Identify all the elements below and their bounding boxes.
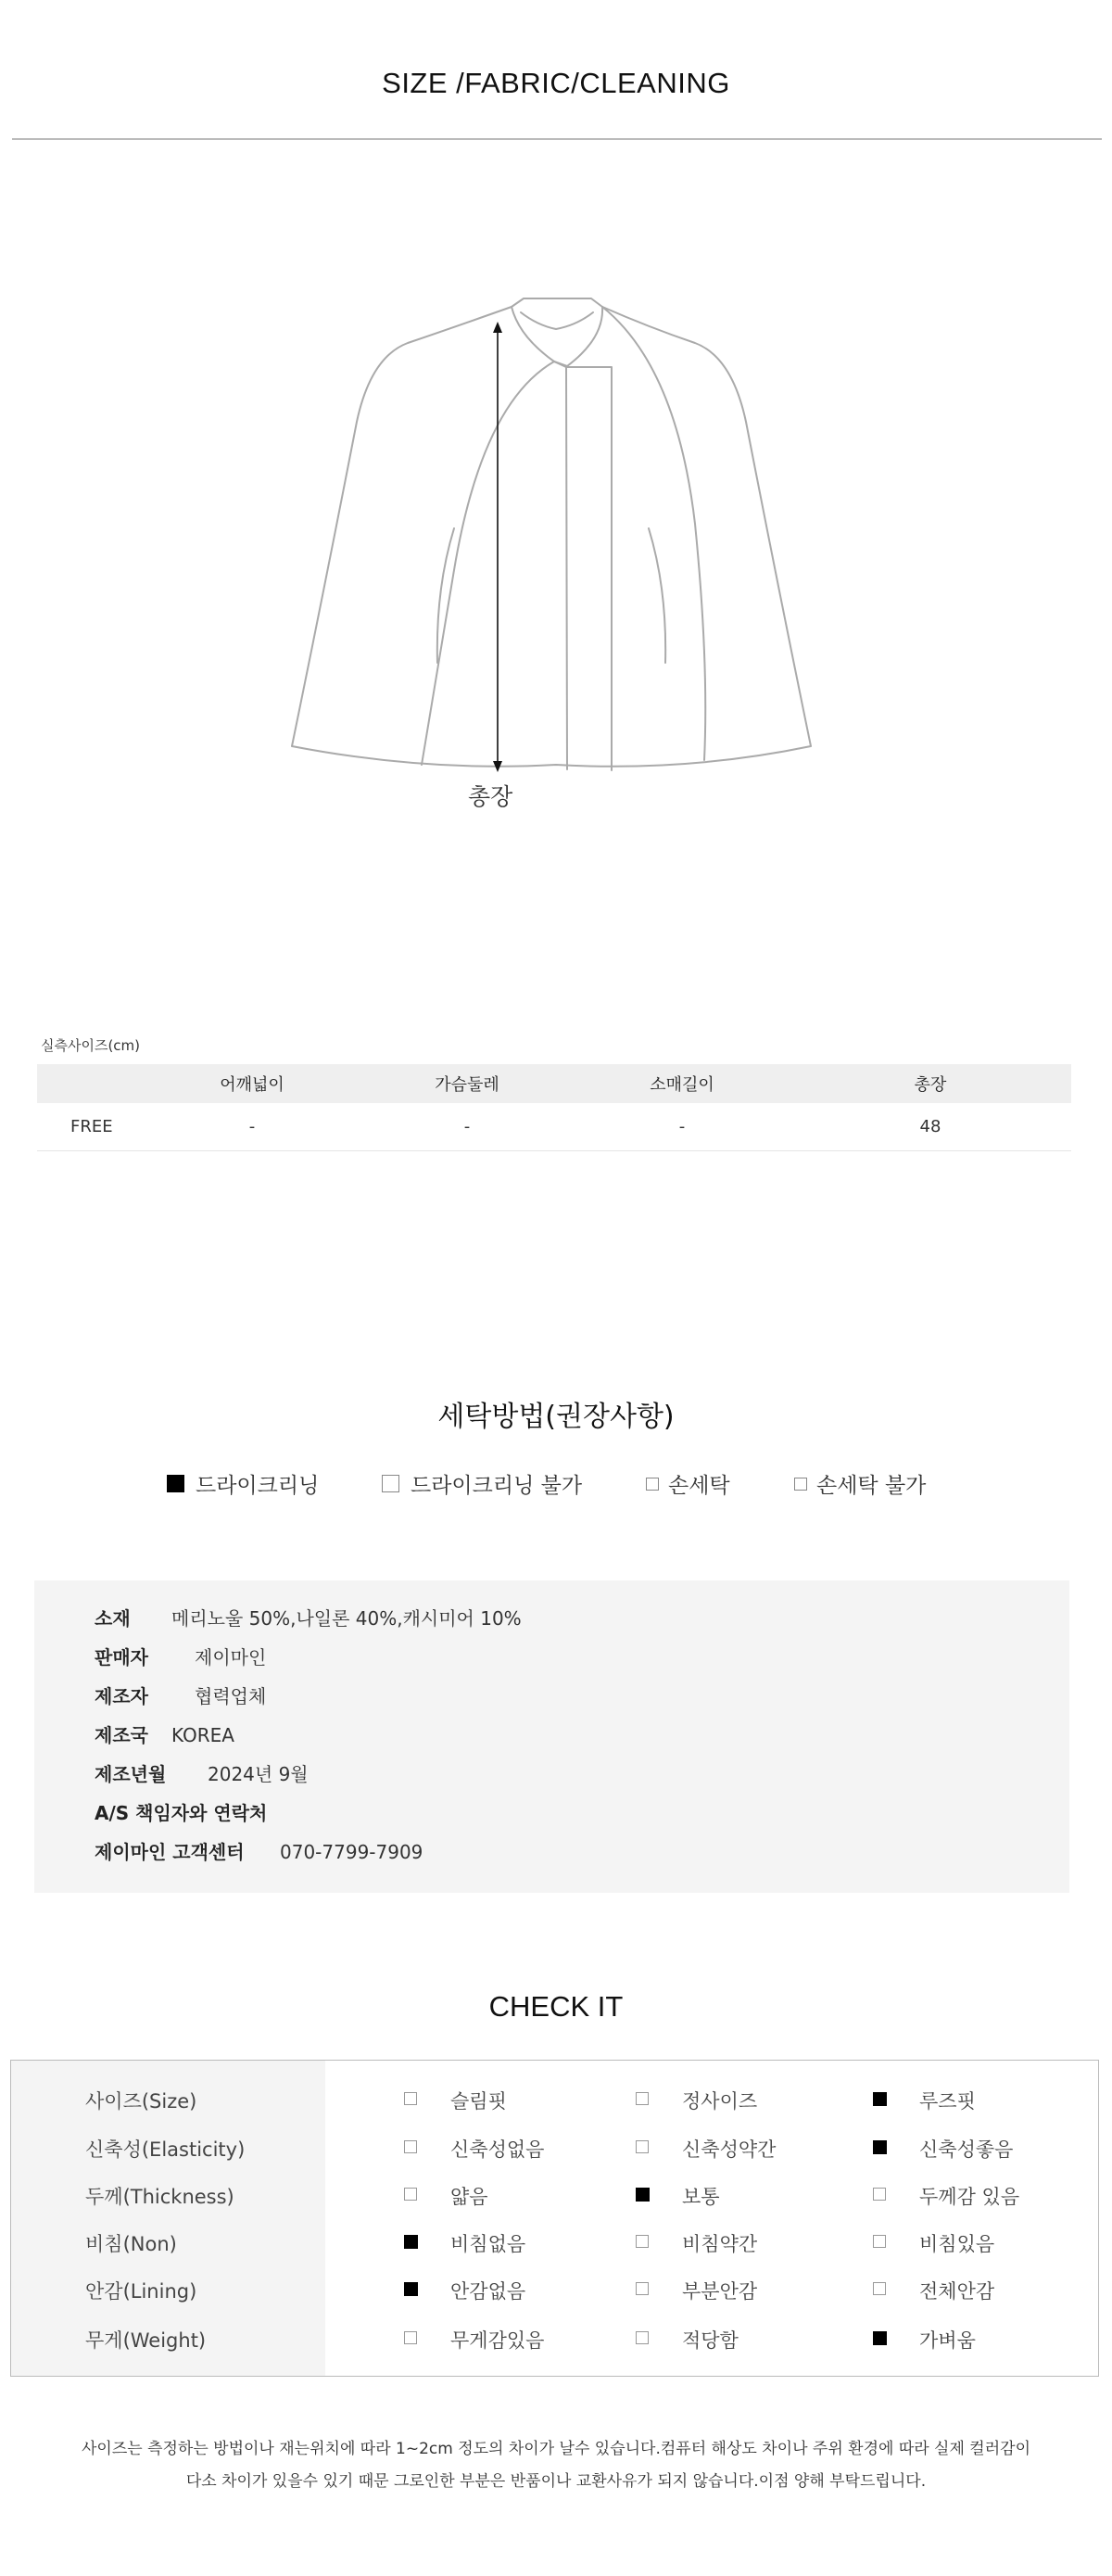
check-option-label: 루즈핏 bbox=[919, 2090, 976, 2113]
check-option bbox=[404, 2277, 526, 2303]
check-option bbox=[636, 2229, 758, 2255]
check-option bbox=[873, 2326, 976, 2352]
unchecked-square-icon bbox=[873, 2188, 886, 2201]
check-it-table bbox=[10, 2060, 1099, 2377]
check-row-lining bbox=[11, 2267, 1100, 2316]
column-header: 가슴둘레 bbox=[360, 1064, 575, 1103]
length-cell: 48 bbox=[790, 1103, 1071, 1151]
check-row-label: 사이즈(Size) bbox=[85, 2090, 197, 2113]
info-row-customer-center: 제이마인 고객센터 070-7799-7909 bbox=[95, 1841, 423, 1863]
check-option-label: 전체안감 bbox=[919, 2280, 995, 2303]
info-row-manufacturer: 제조자 협력업체 bbox=[95, 1685, 267, 1707]
check-option-label: 무게감있음 bbox=[450, 2329, 545, 2352]
unchecked-square-icon bbox=[404, 2331, 417, 2344]
unchecked-square-icon bbox=[636, 2235, 649, 2248]
check-option-label: 두께감 있음 bbox=[919, 2186, 1020, 2208]
product-info-box bbox=[34, 1580, 1069, 1893]
checked-square-icon bbox=[873, 2331, 887, 2345]
check-option bbox=[404, 2229, 526, 2255]
check-row-label: 두께(Thickness) bbox=[85, 2186, 234, 2208]
check-row-label: 안감(Lining) bbox=[85, 2280, 197, 2303]
check-option-label: 적당함 bbox=[682, 2329, 739, 2352]
check-option-label: 부분안감 bbox=[682, 2280, 758, 2303]
check-option bbox=[873, 2135, 1014, 2161]
check-option bbox=[636, 2326, 739, 2352]
size-cell: FREE bbox=[37, 1103, 145, 1151]
unchecked-square-icon bbox=[404, 2140, 417, 2153]
checked-square-icon bbox=[873, 2140, 887, 2154]
info-row-date: 제조년월 2024년 9월 bbox=[95, 1763, 309, 1785]
info-row-as-contact: A/S 책임자와 연락처 bbox=[95, 1802, 268, 1824]
unchecked-square-icon bbox=[636, 2331, 649, 2344]
sleeve-cell: - bbox=[575, 1103, 790, 1151]
check-option-label: 얇음 bbox=[450, 2186, 488, 2208]
check-option-label: 보통 bbox=[682, 2186, 720, 2208]
check-option bbox=[873, 2182, 1020, 2208]
check-option-label: 신축성약간 bbox=[682, 2138, 777, 2161]
check-row-thickness bbox=[11, 2173, 1100, 2221]
check-option bbox=[873, 2229, 995, 2255]
check-row-label: 무게(Weight) bbox=[85, 2329, 207, 2352]
check-option bbox=[636, 2277, 758, 2303]
check-option bbox=[873, 2087, 976, 2113]
length-label: 총장 bbox=[468, 783, 513, 810]
shoulder-cell: - bbox=[145, 1103, 360, 1151]
check-option bbox=[636, 2182, 720, 2208]
notice-line: 다소 차이가 있을수 있기 때문 그로인한 부분은 반품이나 교환사유가 되지 않습니다.이점 양해 부탁드립니다. bbox=[185, 2472, 927, 2491]
column-header bbox=[37, 1064, 145, 1103]
page-title: SIZE /FABRIC/CLEANING bbox=[382, 67, 730, 99]
unchecked-square-icon bbox=[636, 2282, 649, 2295]
check-row-transparency bbox=[11, 2220, 1100, 2268]
info-row-seller: 판매자 제이마인 bbox=[95, 1646, 267, 1669]
check-option-label: 신축성없음 bbox=[450, 2138, 545, 2161]
check-option-label: 가벼움 bbox=[919, 2329, 976, 2352]
info-row-country: 제조국 KOREA bbox=[95, 1724, 234, 1746]
check-option-label: 정사이즈 bbox=[682, 2090, 758, 2113]
column-header: 소매길이 bbox=[575, 1064, 790, 1103]
check-option-label: 비침없음 bbox=[450, 2233, 526, 2255]
check-option-label: 안감없음 bbox=[450, 2280, 526, 2303]
washing-title: 세탁방법(권장사항) bbox=[437, 1401, 675, 1433]
unchecked-square-icon bbox=[382, 1475, 399, 1492]
check-option bbox=[404, 2087, 507, 2113]
garment-diagram bbox=[278, 292, 834, 774]
title-divider bbox=[12, 138, 1102, 140]
column-header: 총장 bbox=[790, 1064, 1071, 1103]
checked-square-icon bbox=[404, 2282, 418, 2296]
check-row-weight bbox=[11, 2316, 1100, 2365]
check-option bbox=[404, 2182, 488, 2208]
checked-square-icon bbox=[636, 2188, 650, 2202]
size-table-header bbox=[37, 1064, 1071, 1103]
checked-square-icon bbox=[404, 2235, 418, 2249]
check-option bbox=[873, 2277, 995, 2303]
unchecked-square-icon bbox=[646, 1478, 659, 1491]
size-table-caption: 실측사이즈(cm) bbox=[41, 1037, 141, 1054]
table-row bbox=[37, 1103, 1071, 1151]
unchecked-square-icon bbox=[873, 2235, 886, 2248]
check-row-label: 신축성(Elasticity) bbox=[85, 2138, 246, 2161]
check-option bbox=[404, 2326, 545, 2352]
check-row-size bbox=[11, 2077, 1100, 2126]
chest-cell: - bbox=[360, 1103, 575, 1151]
checked-square-icon bbox=[167, 1475, 184, 1492]
info-row-material: 소재 메리노울 50%,나일론 40%,캐시미어 10% bbox=[95, 1607, 522, 1630]
check-option bbox=[636, 2135, 777, 2161]
wash-option-dry-clean: 드라이크리닝 bbox=[167, 1468, 319, 1499]
wash-option-no-dry-clean: 드라이크리닝 불가 bbox=[382, 1468, 582, 1499]
check-option bbox=[636, 2087, 758, 2113]
notice-line: 사이즈는 측정하는 방법이나 재는위치에 따라 1~2cm 정도의 차이가 날수 있습니다.컴퓨터 해상도 차이나 주위 환경에 따라 실제 컬러감이 bbox=[81, 2440, 1030, 2458]
unchecked-square-icon bbox=[794, 1478, 807, 1491]
check-it-title: CHECK IT bbox=[488, 1990, 624, 2023]
unchecked-square-icon bbox=[404, 2188, 417, 2201]
column-header: 어깨넓이 bbox=[145, 1064, 360, 1103]
size-table bbox=[37, 1064, 1071, 1151]
check-option-label: 비침있음 bbox=[919, 2233, 995, 2255]
check-row-elasticity bbox=[11, 2126, 1100, 2174]
unchecked-square-icon bbox=[636, 2140, 649, 2153]
check-option-label: 신축성좋음 bbox=[919, 2138, 1014, 2161]
check-option-label: 비침약간 bbox=[682, 2233, 758, 2255]
check-option bbox=[404, 2135, 545, 2161]
size-color-notice bbox=[0, 2433, 1112, 2498]
check-row-label: 비침(Non) bbox=[85, 2233, 177, 2255]
unchecked-square-icon bbox=[873, 2282, 886, 2295]
check-option-label: 슬림핏 bbox=[450, 2090, 507, 2113]
wash-option-no-hand-wash: 손세탁 불가 bbox=[794, 1468, 926, 1499]
unchecked-square-icon bbox=[636, 2092, 649, 2105]
checked-square-icon bbox=[873, 2092, 887, 2106]
wash-option-hand-wash: 손세탁 bbox=[646, 1468, 730, 1499]
unchecked-square-icon bbox=[404, 2092, 417, 2105]
